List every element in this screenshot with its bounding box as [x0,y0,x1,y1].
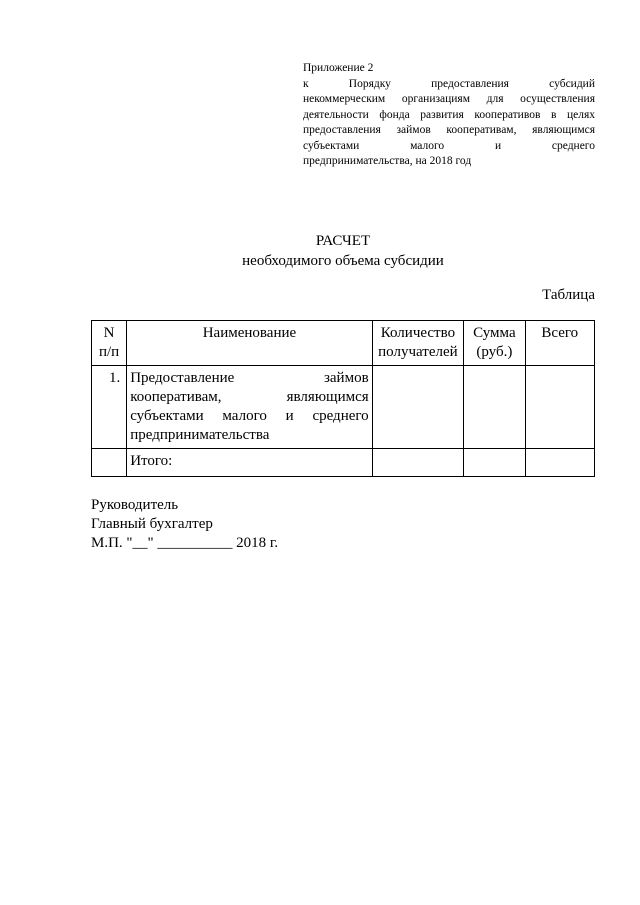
row-name: Предоставление займов кооперативам, являющимся субъектами малого и среднего предпринимательства [127,366,372,449]
appendix-text-line: предоставления займов кооперативам, являющимся [303,124,595,136]
document-subtitle: необходимого объема субсидии [242,253,444,269]
row-total [525,366,594,449]
total-row-total [525,449,594,477]
appendix-header [303,61,595,170]
document-title: РАСЧЕТ [315,233,371,249]
header-name: Наименование [127,321,372,366]
appendix-number: Приложение 2 [303,62,374,74]
row-sum [464,366,525,449]
row-number: 1. [92,366,127,449]
header-total: Всего [525,321,594,366]
table-header-row [92,321,595,366]
appendix-text-line: некоммерческим организациям для осуществления [303,93,595,105]
table-label: Таблица [542,287,595,303]
total-row-sum [464,449,525,477]
appendix-text-line: деятельности фонда развития кооперативов в целях [303,108,595,121]
total-row-number [92,449,127,477]
table-row [92,366,595,449]
table-total-row [92,449,595,477]
header-number: N п/п [92,321,127,366]
signature-head: Руководитель [91,497,179,513]
row-quantity [372,366,464,449]
header-sum: Сумма (руб.) [464,321,525,366]
header-quantity: Количество получателей [372,321,464,366]
signature-block [91,496,278,553]
appendix-text-line: к Порядку предоставления субсидий [303,77,595,90]
signature-accountant: Главный бухгалтер [91,516,213,532]
calculation-table [91,320,595,477]
appendix-text-line: предпринимательства, на 2018 год [303,155,472,167]
signature-stamp-date: М.П. "__" __________ 2018 г. [91,535,279,551]
appendix-text-line: субъектами малого и среднего [303,139,595,152]
total-row-label: Итого: [127,449,372,477]
total-row-quantity [372,449,464,477]
